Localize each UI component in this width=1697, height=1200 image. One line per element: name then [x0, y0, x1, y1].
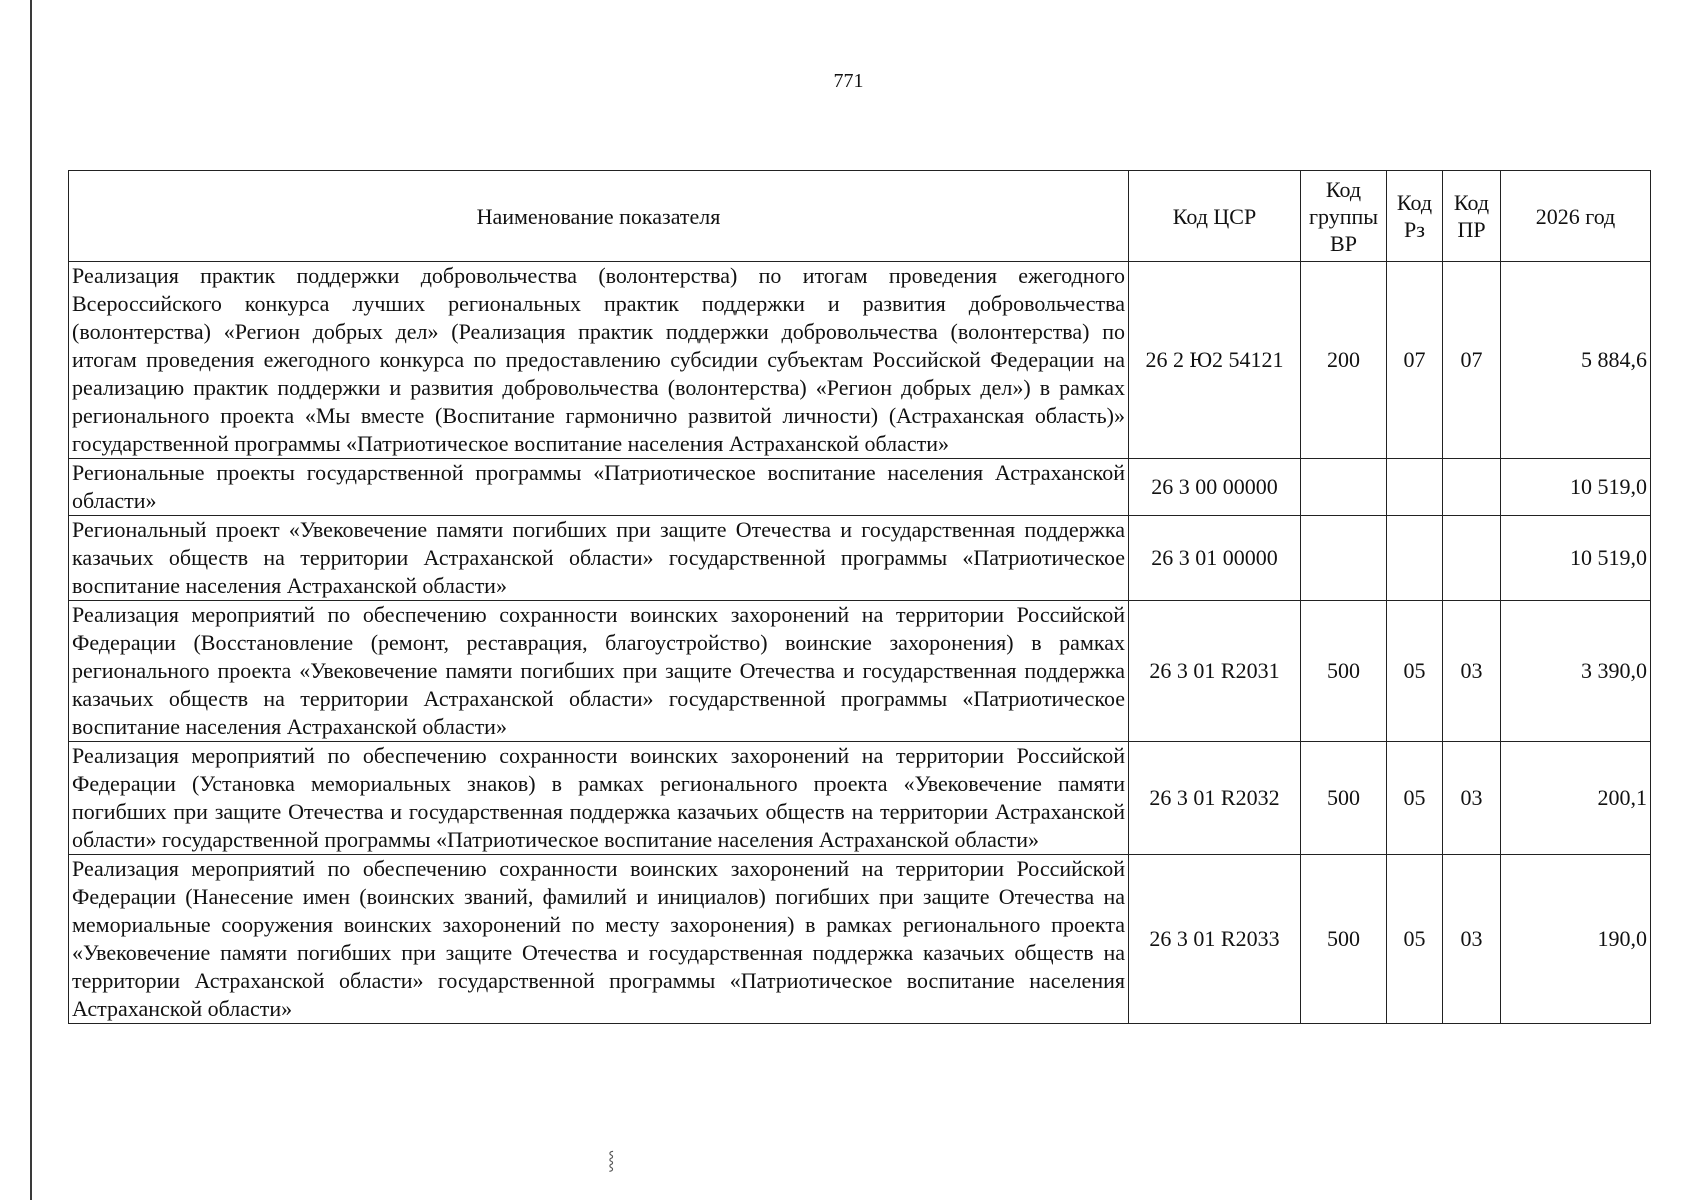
table-row	[69, 855, 1651, 1024]
row-rz-code: 07	[1387, 262, 1443, 459]
row-pr-code: 03	[1443, 601, 1501, 742]
row-name: Региональные проекты государственной программы «Патриотическое воспитание населения Астраханской области»	[69, 459, 1129, 516]
row-rz-code: 05	[1387, 601, 1443, 742]
row-rz-code: 05	[1387, 742, 1443, 855]
row-amount: 190,0	[1501, 855, 1651, 1024]
row-amount: 200,1	[1501, 742, 1651, 855]
row-rz-code	[1387, 516, 1443, 601]
table-row	[69, 262, 1651, 459]
row-pr-code: 03	[1443, 855, 1501, 1024]
budget-table	[68, 170, 1651, 1024]
row-vr-code: 200	[1301, 262, 1387, 459]
row-pr-code: 03	[1443, 742, 1501, 855]
row-name: Реализация мероприятий по обеспечению сохранности воинских захоронений на территории Российской Федерации (Восстановление (ремонт, реставрация, благоустройство) воинские захоронения) в рамках регионального проекта «Увековечение памяти погибших при защите Отечества и государственная поддержка казачьих обществ на территории Астраханской области» государственной программы «Патриотическое воспитание населения Астраханской области»	[69, 601, 1129, 742]
row-vr-code: 500	[1301, 742, 1387, 855]
row-vr-code: 500	[1301, 855, 1387, 1024]
row-name: Реализация мероприятий по обеспечению сохранности воинских захоронений на территории Российской Федерации (Установка мемориальных знаков) в рамках регионального проекта «Увековечение памяти погибших при защите Отечества и государственная поддержка казачьих обществ на территории Астраханской области» государственной программы «Патриотическое воспитание населения Астраханской области»	[69, 742, 1129, 855]
table-header-row	[69, 171, 1651, 262]
row-amount: 5 884,6	[1501, 262, 1651, 459]
table-row	[69, 601, 1651, 742]
row-vr-code: 500	[1301, 601, 1387, 742]
table-row	[69, 516, 1651, 601]
page-number: 771	[833, 70, 864, 92]
row-csr-code: 26 3 01 R2031	[1129, 601, 1301, 742]
row-csr-code: 26 2 Ю2 54121	[1129, 262, 1301, 459]
scan-margin-line	[30, 0, 32, 1200]
header-year-2026: 2026 год	[1501, 171, 1651, 262]
table-row	[69, 459, 1651, 516]
row-amount: 3 390,0	[1501, 601, 1651, 742]
header-rz-code: Код Рз	[1387, 171, 1443, 262]
row-csr-code: 26 3 01 R2033	[1129, 855, 1301, 1024]
row-rz-code: 05	[1387, 855, 1443, 1024]
row-name: Региональный проект «Увековечение памяти погибших при защите Отечества и государственная поддержка казачьих обществ на территории Астраханской области» государственной программы «Патриотическое воспитание населения Астраханской области»	[69, 516, 1129, 601]
row-rz-code	[1387, 459, 1443, 516]
scan-artifact-mark: ⸾	[608, 1150, 615, 1170]
row-vr-code	[1301, 459, 1387, 516]
header-pr-code: Код ПР	[1443, 171, 1501, 262]
row-csr-code: 26 3 01 R2032	[1129, 742, 1301, 855]
row-amount: 10 519,0	[1501, 516, 1651, 601]
row-csr-code: 26 3 01 00000	[1129, 516, 1301, 601]
row-csr-code: 26 3 00 00000	[1129, 459, 1301, 516]
header-name: Наименование показателя	[69, 171, 1129, 262]
row-pr-code: 07	[1443, 262, 1501, 459]
row-name: Реализация практик поддержки добровольчества (волонтерства) по итогам проведения ежегодного Всероссийского конкурса лучших региональных практик поддержки и развития добровольчества (волонтерства) «Регион добрых дел» (Реализация практик поддержки добровольчества (волонтерства) по итогам проведения ежегодного конкурса по предоставлению субсидии субъектам Российской Федерации на реализацию практик поддержки и развития добровольчества (волонтерства) «Регион добрых дел») в рамках регионального проекта «Мы вместе (Воспитание гармонично развитой личности) (Астраханская область)» государственной программы «Патриотическое воспитание населения Астраханской области»	[69, 262, 1129, 459]
row-pr-code	[1443, 516, 1501, 601]
row-amount: 10 519,0	[1501, 459, 1651, 516]
header-vr-code: Код группы ВР	[1301, 171, 1387, 262]
row-name: Реализация мероприятий по обеспечению сохранности воинских захоронений на территории Российской Федерации (Нанесение имен (воинских званий, фамилий и инициалов) погибших при защите Отечества на мемориальные сооружения воинских захоронений по месту захоронения) в рамках регионального проекта «Увековечение памяти погибших при защите Отечества и государственная поддержка казачьих обществ на территории Астраханской области» государственной программы «Патриотическое воспитание населения Астраханской области»	[69, 855, 1129, 1024]
header-csr-code: Код ЦСР	[1129, 171, 1301, 262]
table-row	[69, 742, 1651, 855]
row-vr-code	[1301, 516, 1387, 601]
row-pr-code	[1443, 459, 1501, 516]
